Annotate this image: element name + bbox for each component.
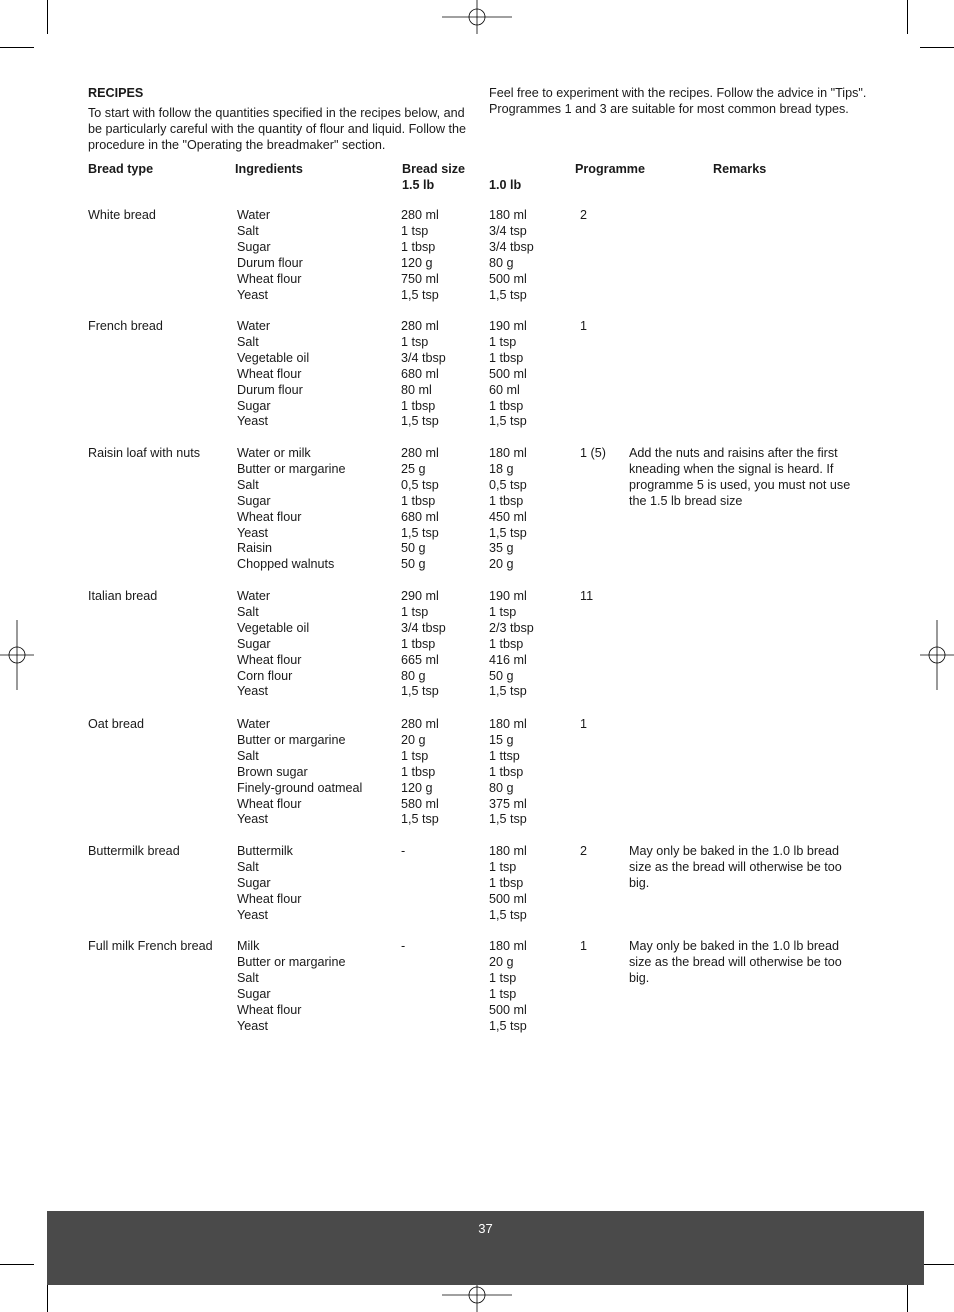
quantity-1-5-lb: 120 g xyxy=(401,255,433,270)
programme-number: 1 xyxy=(580,319,588,333)
recipe-remark: Add the nuts and raisins after the first kneading when the signal is heard. If programme 5 is used, you must not use the 1.5 lb bread size xyxy=(629,446,851,508)
quantity-1-0-lb: 180 ml xyxy=(489,717,527,731)
quantity-1-5-lb: 1 tsp xyxy=(401,748,429,763)
ingredient-name: Salt xyxy=(237,859,259,874)
quantity-1-0-lb: 1 tbsp xyxy=(489,764,524,779)
quantity-1-5-lb: 120 g xyxy=(401,780,433,795)
footer-bar xyxy=(47,1211,924,1285)
quantity-1-0-lb: 0,5 tsp xyxy=(489,477,527,492)
bread-type-name: Raisin loaf with nuts xyxy=(88,446,200,460)
quantity-1-0-lb: 180 ml xyxy=(489,844,527,858)
ingredient-name: Salt xyxy=(237,477,259,492)
quantity-1-5-lb: 1 tbsp xyxy=(401,239,436,254)
quantity-1-5-lb: 1,5 tsp xyxy=(401,812,439,827)
quantity-1-0-lb: 450 ml xyxy=(489,509,527,524)
registration-mark-right xyxy=(918,620,954,690)
quantity-1-0-lb: 1,5 tsp xyxy=(489,287,527,302)
quantity-1-5-lb: 1 tsp xyxy=(401,334,429,349)
quantity-1-0-lb: 180 ml xyxy=(489,939,527,953)
quantity-1-0-lb: 18 g xyxy=(489,461,514,476)
ingredient-name: Durum flour xyxy=(237,382,303,397)
quantity-1-0-lb: 1,5 tsp xyxy=(489,414,527,429)
quantity-1-0-lb: 20 g xyxy=(489,954,514,969)
quantity-1-5-lb: 665 ml xyxy=(401,652,439,667)
quantity-1-0-lb: 190 ml xyxy=(489,319,527,333)
quantity-1-0-lb: 15 g xyxy=(489,732,514,747)
ingredient-name: Wheat flour xyxy=(237,509,302,524)
quantity-1-5-lb: 1,5 tsp xyxy=(401,287,439,302)
quantity-1-0-lb: 1,5 tsp xyxy=(489,1018,527,1033)
quantity-1-5-lb: 1,5 tsp xyxy=(401,414,439,429)
header-remarks: Remarks xyxy=(713,162,767,176)
quantity-1-5-lb: 1,5 tsp xyxy=(401,684,439,699)
quantity-1-0-lb: 180 ml xyxy=(489,446,527,460)
quantity-1-0-lb: 2/3 tbsp xyxy=(489,620,534,635)
quantity-1-5-lb: 1 tbsp xyxy=(401,636,436,651)
ingredient-name: Water xyxy=(237,589,271,603)
quantity-1-0-lb: 80 g xyxy=(489,255,514,270)
quantity-1-5-lb: 280 ml xyxy=(401,717,439,731)
ingredient-name: Wheat flour xyxy=(237,796,302,811)
quantity-1-5-lb: 280 ml xyxy=(401,319,439,333)
quantity-1-5-lb: 680 ml xyxy=(401,366,439,381)
ingredient-name: Butter or margarine xyxy=(237,954,346,969)
header-ingredients: Ingredients xyxy=(235,162,303,176)
ingredient-name: Salt xyxy=(237,604,259,619)
ingredient-name: Raisin xyxy=(237,541,272,556)
ingredient-name: Salt xyxy=(237,223,259,238)
bread-type-name: French bread xyxy=(88,319,163,333)
ingredient-name: Salt xyxy=(237,970,259,985)
ingredient-name: Water xyxy=(237,208,271,222)
ingredient-name: Wheat flour xyxy=(237,652,302,667)
ingredient-name: Water xyxy=(237,319,271,333)
ingredient-name: Yeast xyxy=(237,684,269,699)
quantity-1-0-lb: 375 ml xyxy=(489,796,527,811)
quantity-1-0-lb: 3/4 tsp xyxy=(489,223,527,238)
quantity-1-5-lb: 20 g xyxy=(401,732,426,747)
quantity-1-0-lb: 3/4 tbsp xyxy=(489,239,534,254)
ingredient-name: Yeast xyxy=(237,525,269,540)
header-bread-type: Bread type xyxy=(88,162,154,176)
quantity-1-5-lb: 280 ml xyxy=(401,446,439,460)
ingredient-name: Vegetable oil xyxy=(237,620,310,635)
bread-type-name: Full milk French bread xyxy=(88,939,213,953)
quantity-1-5-lb: - xyxy=(401,939,406,953)
ingredient-name: Yeast xyxy=(237,1018,269,1033)
quantity-1-0-lb: 1 tsp xyxy=(489,604,517,619)
quantity-1-5-lb: 680 ml xyxy=(401,509,439,524)
page-number: 37 xyxy=(478,1221,493,1236)
header-bread-size: Bread size xyxy=(402,162,465,176)
ingredient-name: Butter or margarine xyxy=(237,732,346,747)
quantity-1-5-lb: 280 ml xyxy=(401,208,439,222)
intro-text: To start with follow the quantities specified in the recipes below, and be particularly careful with the quantity of flour and liquid. Follow the procedure in the "Operating the breadmaker" section. xyxy=(88,106,467,152)
ingredient-name: Yeast xyxy=(237,907,269,922)
quantity-1-0-lb: 35 g xyxy=(489,541,514,556)
ingredient-name: Corn flour xyxy=(237,668,293,683)
programme-number: 11 xyxy=(580,589,594,603)
quantity-1-5-lb: 25 g xyxy=(401,461,426,476)
quantity-1-0-lb: 180 ml xyxy=(489,208,527,222)
programme-number: 2 xyxy=(580,208,588,222)
programme-number: 1 (5) xyxy=(580,446,606,460)
ingredient-name: Yeast xyxy=(237,812,269,827)
quantity-1-0-lb: 500 ml xyxy=(489,366,527,381)
quantity-1-0-lb: 1,5 tsp xyxy=(489,907,527,922)
ingredient-name: Chopped walnuts xyxy=(237,557,335,572)
programme-number: 1 xyxy=(580,939,588,953)
ingredient-name: Wheat flour xyxy=(237,366,302,381)
ingredient-name: Salt xyxy=(237,748,259,763)
quantity-1-5-lb: 1 tsp xyxy=(401,223,429,238)
quantity-1-0-lb: 1 tbsp xyxy=(489,350,524,365)
quantity-1-0-lb: 1 tsp xyxy=(489,986,517,1001)
recipe-remark: May only be baked in the 1.0 lb bread size as the bread will otherwise be too big. xyxy=(629,844,842,890)
quantity-1-0-lb: 20 g xyxy=(489,557,514,572)
quantity-1-5-lb: 0,5 tsp xyxy=(401,477,439,492)
header-programme: Programme xyxy=(575,162,645,176)
quantity-1-5-lb: 1 tsp xyxy=(401,604,429,619)
ingredient-name: Sugar xyxy=(237,239,271,254)
ingredient-name: Water xyxy=(237,717,271,731)
quantity-1-5-lb: 80 ml xyxy=(401,382,432,397)
ingredient-name: Vegetable oil xyxy=(237,350,310,365)
quantity-1-0-lb: 1 tsp xyxy=(489,334,517,349)
quantity-1-0-lb: 1 tbsp xyxy=(489,636,524,651)
ingredient-name: Salt xyxy=(237,334,259,349)
quantity-1-0-lb: 1 tbsp xyxy=(489,493,524,508)
quantity-1-0-lb: 1 ttsp xyxy=(489,748,520,763)
quantity-1-0-lb: 416 ml xyxy=(489,652,527,667)
ingredient-name: Finely-ground oatmeal xyxy=(237,780,363,795)
ingredient-name: Sugar xyxy=(237,636,271,651)
intro-right-text: Feel free to experiment with the recipes. Follow the advice in "Tips". Programmes 1 and 3 are suitable for most common bread types. xyxy=(489,86,867,116)
registration-mark-left xyxy=(0,620,36,690)
quantity-1-5-lb: 750 ml xyxy=(401,271,439,286)
quantity-1-5-lb: - xyxy=(401,844,406,858)
quantity-1-5-lb: 3/4 tbsp xyxy=(401,620,446,635)
bread-type-name: Buttermilk bread xyxy=(88,844,180,858)
quantity-1-0-lb: 190 ml xyxy=(489,589,527,603)
quantity-1-5-lb: 50 g xyxy=(401,541,426,556)
ingredient-name: Water or milk xyxy=(237,446,311,460)
ingredient-name: Brown sugar xyxy=(237,764,308,779)
recipe-remark: May only be baked in the 1.0 lb bread size as the bread will otherwise be too big. xyxy=(629,939,842,985)
ingredient-name: Yeast xyxy=(237,414,269,429)
quantity-1-0-lb: 1 tsp xyxy=(489,970,517,985)
ingredient-name: Yeast xyxy=(237,287,269,302)
quantity-1-0-lb: 500 ml xyxy=(489,271,527,286)
ingredient-name: Butter or margarine xyxy=(237,461,346,476)
quantity-1-0-lb: 80 g xyxy=(489,780,514,795)
registration-mark-top xyxy=(442,0,512,36)
ingredient-name: Wheat flour xyxy=(237,1002,302,1017)
quantity-1-0-lb: 1 tbsp xyxy=(489,875,524,890)
quantity-1-0-lb: 60 ml xyxy=(489,382,520,397)
programme-number: 2 xyxy=(580,844,588,858)
ingredient-name: Sugar xyxy=(237,875,271,890)
header-size-small: 1.0 lb xyxy=(489,178,522,192)
quantity-1-0-lb: 1 tbsp xyxy=(489,398,524,413)
ingredient-name: Durum flour xyxy=(237,255,303,270)
ingredient-name: Sugar xyxy=(237,986,271,1001)
ingredient-name: Sugar xyxy=(237,493,271,508)
quantity-1-0-lb: 1,5 tsp xyxy=(489,525,527,540)
section-title: RECIPES xyxy=(88,86,144,100)
quantity-1-5-lb: 3/4 tbsp xyxy=(401,350,446,365)
quantity-1-5-lb: 1,5 tsp xyxy=(401,525,439,540)
quantity-1-5-lb: 290 ml xyxy=(401,589,439,603)
programme-number: 1 xyxy=(580,717,588,731)
header-size-large: 1.5 lb xyxy=(402,178,435,192)
quantity-1-5-lb: 50 g xyxy=(401,557,426,572)
quantity-1-0-lb: 500 ml xyxy=(489,891,527,906)
quantity-1-0-lb: 1 tsp xyxy=(489,859,517,874)
quantity-1-5-lb: 1 tbsp xyxy=(401,764,436,779)
ingredient-name: Milk xyxy=(237,939,260,953)
bread-type-name: Oat bread xyxy=(88,717,145,731)
quantity-1-5-lb: 580 ml xyxy=(401,796,439,811)
quantity-1-0-lb: 1,5 tsp xyxy=(489,684,527,699)
quantity-1-0-lb: 1,5 tsp xyxy=(489,812,527,827)
quantity-1-5-lb: 1 tbsp xyxy=(401,398,436,413)
ingredient-name: Wheat flour xyxy=(237,891,302,906)
ingredient-name: Wheat flour xyxy=(237,271,302,286)
bread-type-name: Italian bread xyxy=(88,589,158,603)
ingredient-name: Sugar xyxy=(237,398,271,413)
quantity-1-0-lb: 50 g xyxy=(489,668,514,683)
ingredient-name: Buttermilk xyxy=(237,844,293,858)
quantity-1-5-lb: 1 tbsp xyxy=(401,493,436,508)
quantity-1-5-lb: 80 g xyxy=(401,668,426,683)
quantity-1-0-lb: 500 ml xyxy=(489,1002,527,1017)
intro-left xyxy=(88,85,468,153)
bread-type-name: White bread xyxy=(88,208,156,222)
